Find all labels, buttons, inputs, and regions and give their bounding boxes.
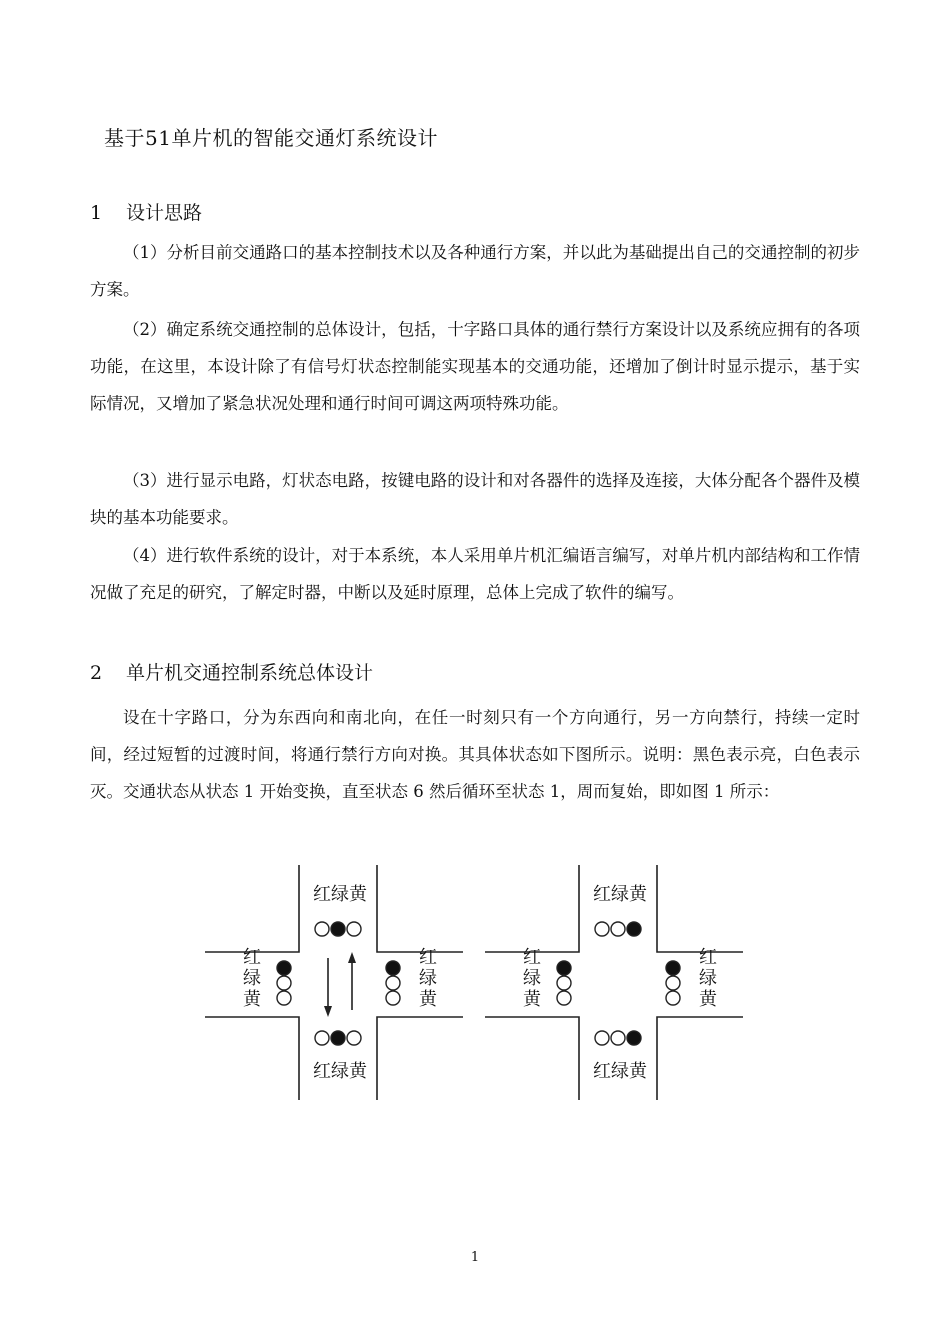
paragraph: （4）进行软件系统的设计，对于本系统，本人采用单片机汇编语言编写，对单片机内部结构和工作情况做了充足的研究，了解定时器，中断以及延时原理，总体上完成了软件的编写。 <box>90 546 860 602</box>
road-edge <box>205 865 299 952</box>
paragraph: （3）进行显示电路，灯状态电路，按键电路的设计和对各器件的选择及连接，大体分配各个器件及模块的基本功能要求。 <box>90 471 860 527</box>
west-light-label: 绿 <box>243 968 261 989</box>
light-off <box>277 991 291 1005</box>
west-light-label: 绿 <box>523 968 541 989</box>
section-1-title: 设计思路 <box>126 202 203 224</box>
page-number: 1 <box>470 1250 480 1265</box>
light-on <box>331 1031 345 1045</box>
road-edge <box>377 865 463 952</box>
road-edge <box>485 1017 579 1100</box>
road-edge <box>485 865 579 952</box>
light-off <box>666 991 680 1005</box>
light-off <box>315 922 329 936</box>
west-light-label: 红 <box>243 947 261 968</box>
light-off <box>386 976 400 990</box>
paragraph: （2）确定系统交通控制的总体设计，包括，十字路口具体的通行禁行方案设计以及系统应拥有的各项功能，在这里，本设计除了有信号灯状态控制能实现基本的交通功能，还增加了倒计时显示提示，基于实际情况，又增加了紧急状况处理和通行时间可调这两项特殊功能。 <box>90 320 860 413</box>
east-light-label: 红 <box>699 947 717 968</box>
light-off <box>557 976 571 990</box>
light-off <box>666 976 680 990</box>
section-2-heading <box>90 658 373 685</box>
light-on <box>627 922 641 936</box>
north-light-label: 红绿黄 <box>313 884 367 905</box>
section-2-number: 2 <box>90 662 103 684</box>
light-off <box>611 922 625 936</box>
south-light-label: 红绿黄 <box>313 1061 367 1082</box>
light-off <box>315 1031 329 1045</box>
road-edge <box>657 865 743 952</box>
light-on <box>666 961 680 975</box>
west-light-label: 黄 <box>243 989 261 1010</box>
paragraph: 设在十字路口，分为东西向和南北向，在任一时刻只有一个方向通行，另一方向禁行，持续一定时间，经过短暂的过渡时间，将通行禁行方向对换。其具体状态如下图所示。说明：黑色表示亮，白色表示灭。交通状态从状态 1 开始变换，直至状态 6 然后循环至状态 1，周而复始，即如图 1 所示： <box>90 708 860 801</box>
section-1-number: 1 <box>90 202 103 224</box>
east-light-label: 绿 <box>419 968 437 989</box>
traffic-light-figure <box>200 860 760 1110</box>
light-off <box>347 922 361 936</box>
road-edge <box>205 1017 299 1100</box>
section-1-heading <box>90 198 202 225</box>
east-light-label: 黄 <box>419 989 437 1010</box>
paragraph: （1）分析目前交通路口的基本控制技术以及各种通行方案，并以此为基础提出自己的交通控制的初步方案。 <box>90 243 860 299</box>
document-title: 基于51单片机的智能交通灯系统设计 <box>104 126 438 150</box>
light-off <box>386 991 400 1005</box>
south-light-label: 红绿黄 <box>593 1061 647 1082</box>
light-on <box>386 961 400 975</box>
northbound-arrowhead <box>348 952 356 963</box>
section-2-title: 单片机交通控制系统总体设计 <box>126 662 374 684</box>
southbound-arrowhead <box>324 1006 332 1017</box>
light-on <box>557 961 571 975</box>
east-light-label: 绿 <box>699 968 717 989</box>
light-off <box>611 1031 625 1045</box>
light-off <box>595 922 609 936</box>
light-off <box>347 1031 361 1045</box>
light-off <box>557 991 571 1005</box>
light-off <box>595 1031 609 1045</box>
west-light-label: 黄 <box>523 989 541 1010</box>
light-on <box>627 1031 641 1045</box>
road-edge <box>657 1017 743 1100</box>
north-light-label: 红绿黄 <box>593 884 647 905</box>
east-light-label: 黄 <box>699 989 717 1010</box>
west-light-label: 红 <box>523 947 541 968</box>
light-on <box>331 922 345 936</box>
east-light-label: 红 <box>419 947 437 968</box>
light-on <box>277 961 291 975</box>
light-off <box>277 976 291 990</box>
road-edge <box>377 1017 463 1100</box>
